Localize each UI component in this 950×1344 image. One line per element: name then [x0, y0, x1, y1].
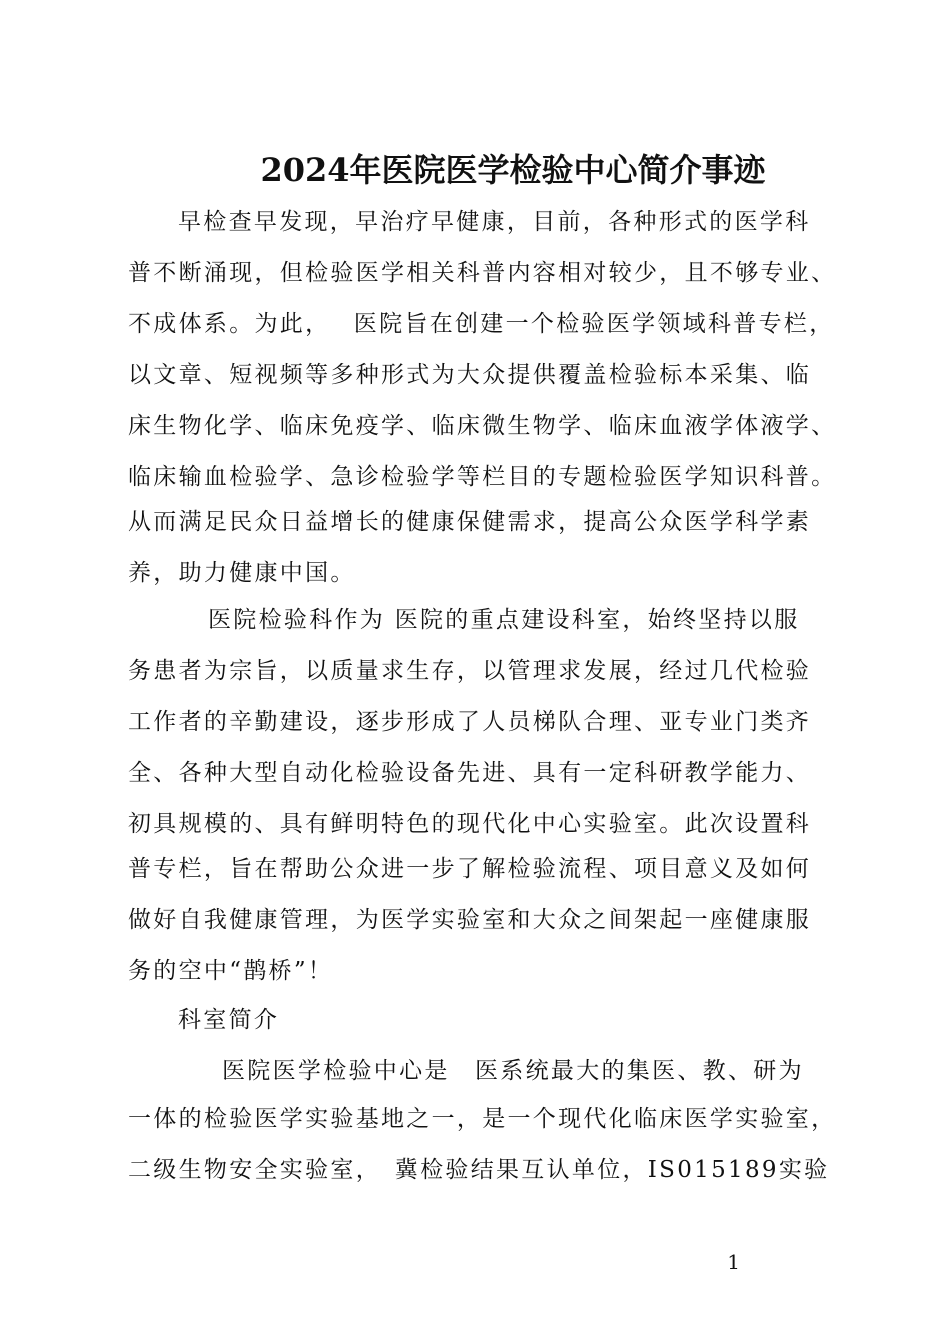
paragraph-line: 普不断涌现，但检验医学相关科普内容相对较少，且不够专业、 [128, 260, 837, 286]
document-title: 2024年医院医学检验中心简介事迹 [260, 151, 766, 189]
paragraph-line: 全、各种大型自动化检验设备先进、具有一定科研教学能力、 [128, 760, 812, 786]
paragraph-line: 以文章、短视频等多种形式为大众提供覆盖检验标本采集、临 [128, 362, 812, 388]
paragraph-line: 医院检验科作为 医院的重点建设科室，始终坚持以服 [208, 607, 800, 633]
paragraph-line: 养，助力健康中国。 [128, 560, 356, 586]
paragraph-line: 工作者的辛勤建设，逐步形成了人员梯队合理、亚专业门类齐 [128, 709, 812, 735]
paragraph-line: 二级生物安全实验室， 冀检验结果互认单位，IS015189实验 [128, 1157, 830, 1183]
page-number: 1 [727, 1250, 740, 1274]
section-heading: 科室简介 [178, 1007, 280, 1033]
paragraph-line: 床生物化学、临床免疫学、临床微生物学、临床血液学体液学、 [128, 413, 837, 439]
paragraph-line: 务患者为宗旨，以质量求生存，以管理求发展，经过几代检验 [128, 658, 812, 684]
paragraph-line: 医院医学检验中心是 医系统最大的集医、教、研为 [222, 1058, 804, 1084]
paragraph-line: 从而满足民众日益增长的健康保健需求，提高公众医学科学素 [128, 509, 812, 535]
paragraph-line: 务的空中“鹊桥”！ [128, 958, 334, 984]
paragraph-line: 初具规模的、具有鲜明特色的现代化中心实验室。此次设置科 [128, 811, 812, 837]
paragraph-line: 不成体系。为此， 医院旨在创建一个检验医学领域科普专栏， [128, 311, 835, 337]
paragraph-line: 普专栏，旨在帮助公众进一步了解检验流程、项目意义及如何 [128, 856, 812, 882]
paragraph-line: 早检查早发现，早治疗早健康，目前，各种形式的医学科 [178, 209, 811, 235]
paragraph-line: 做好自我健康管理，为医学实验室和大众之间架起一座健康服 [128, 907, 812, 933]
paragraph-line: 临床输血检验学、急诊检验学等栏目的专题检验医学知识科普。 [128, 464, 837, 490]
paragraph-line: 一体的检验医学实验基地之一，是一个现代化临床医学实验室， [128, 1106, 837, 1132]
